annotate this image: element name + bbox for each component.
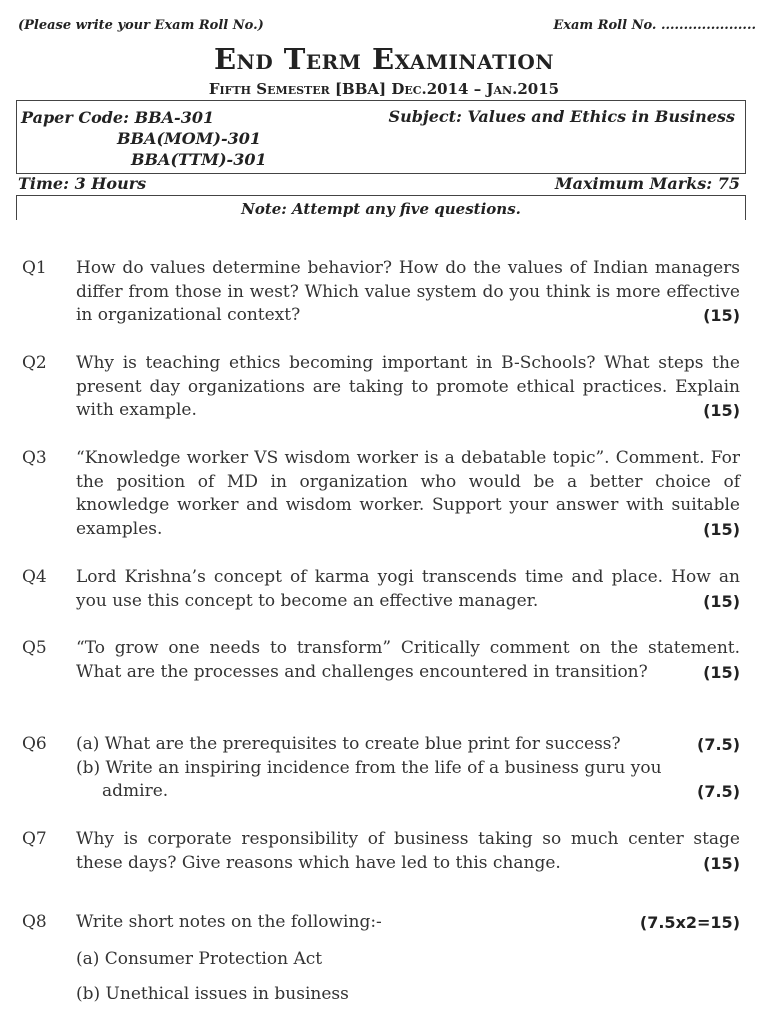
instruction-note: Note: Attempt any five questions. [16,195,746,220]
question-number: Q4 [22,567,47,587]
question-marks: (7.5x2=15) [639,913,740,932]
question-text: Lord Krishna’s concept of karma yogi transcends time and place. How an you use this concept to become an effective manager. [76,567,740,611]
question-text: Why is teaching ethics becoming important in B-Schools? What steps the present day organizations are taking to promote ethical practices. Explain with example. [76,353,740,420]
question-part-a: (a) Consumer Protection Act [76,948,323,969]
question-number: Q8 [22,912,47,932]
question-marks: (15) [703,853,740,873]
question-number: Q6 [22,734,47,754]
paper-code-ttm: BBA(TTM)-301 [131,150,267,169]
exam-roll-label: Exam Roll No. ..................... [553,18,756,33]
question-text: Write short notes on the following:- [76,912,382,932]
question-number: Q7 [22,829,47,849]
paper-code-main: Paper Code: BBA-301 [21,108,215,127]
part-a-marks: (7.5) [697,735,740,754]
part-b-continuation: admire. [102,781,169,801]
question-number: Q1 [22,258,47,278]
question-text: How do values determine behavior? How do the values of Indian managers differ from those in west? Which value system do you think is more effective in organizational context? [76,258,740,325]
question-part-a [76,733,740,757]
question-marks: (15) [703,401,740,420]
roll-number-line [18,18,756,38]
roll-prompt: (Please write your Exam Roll No.) [18,18,264,33]
question-number: Q2 [22,353,47,373]
paper-code-mom: BBA(MOM)-301 [117,129,261,148]
maximum-marks: Maximum Marks: 75 [554,174,740,193]
question-text: “Knowledge worker VS wisdom worker is a debatable topic”. Comment. For the position of MD in organization who would be a better choice of knowledge worker and wisdom worker. Support your answer with suitable examples. [76,448,740,539]
question-text: Why is corporate responsibility of business taking so much center stage these days? Give reasons which have led to this change. [76,829,740,873]
subject: Subject: Values and Ethics in Business [388,107,735,126]
exam-title: End Term Examination [213,42,555,76]
question-number: Q5 [22,638,47,658]
part-b-marks: (7.5) [697,782,740,801]
question-marks: (15) [703,519,740,539]
question-part-b: (b) Write an inspiring incidence from the life of a business guru you [76,757,662,778]
question-text: “To grow one needs to transform” Critically comment on the statement. What are the processes and challenges encountered in transition? [76,638,740,682]
paper-info-box [16,100,746,174]
question-text-line [76,911,740,935]
question-part-b-cont [76,780,740,804]
question-marks: (15) [703,662,740,682]
time-allowed: Time: 3 Hours [18,174,147,193]
paper-code [21,107,267,170]
question-marks: (15) [703,591,740,611]
part-a-text: (a) What are the prerequisites to create blue print for success? [76,734,621,754]
question-number: Q3 [22,448,47,468]
question-marks: (15) [703,306,740,325]
question-part-b: (b) Unethical issues in business [76,984,349,1004]
time-marks-line [18,174,740,196]
semester-line: Fifth Semester [BBA] Dec.2014 – Jan.2015 [208,80,560,98]
